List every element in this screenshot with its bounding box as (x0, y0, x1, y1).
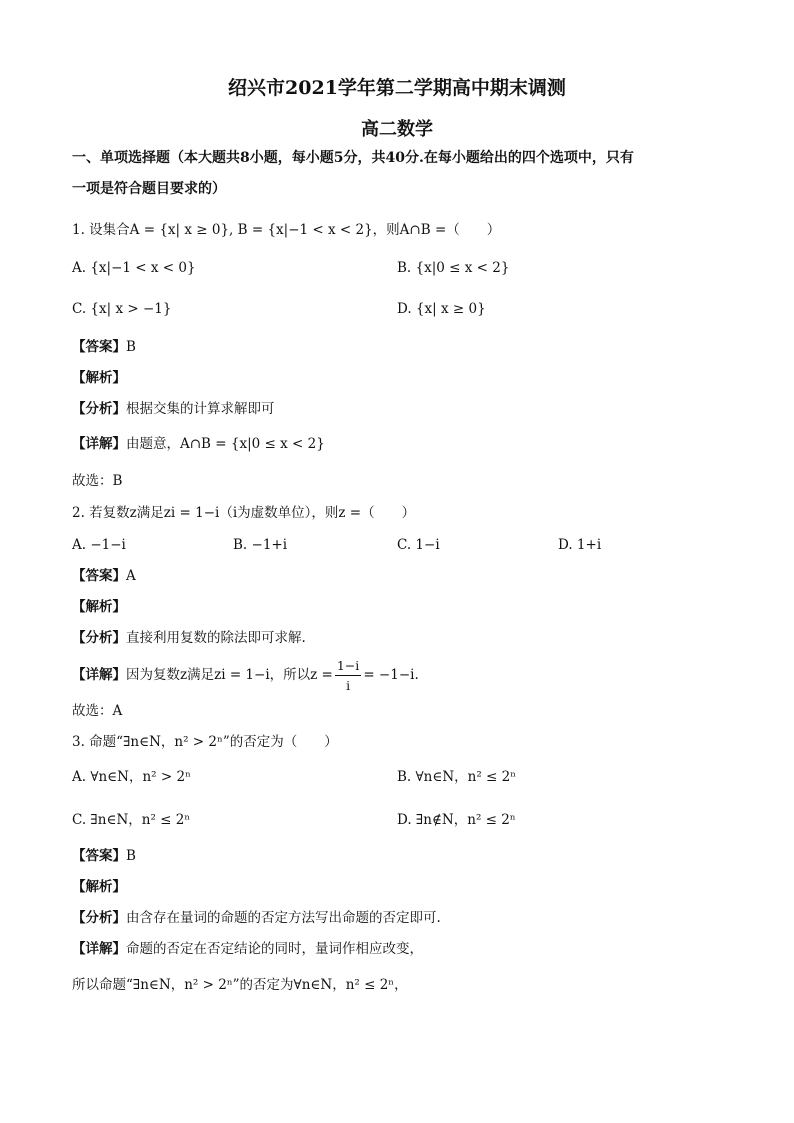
q1-answer-value: B (126, 339, 136, 355)
q1-option-c: C. {x| x > −1} (72, 301, 172, 317)
q2-option-a: A. −1−i (72, 537, 126, 553)
section-heading-line1: 一、单项选择题（本大题共8小题，每小题5分，共40分.在每小题给出的四个选项中，只有 (72, 150, 634, 166)
q2-fenxi-text: 直接利用复数的除法即可求解. (126, 630, 306, 646)
q2-answer-label: 【答案】 (72, 568, 126, 584)
q1-detail-label: 【详解】 (72, 436, 126, 452)
q3-fenxi (72, 912, 441, 926)
q3-detail-label: 【详解】 (72, 941, 126, 957)
q2-fraction (335, 658, 361, 693)
q2-choose: 故选：A (72, 703, 123, 719)
q2-jiexi: 【解析】 (72, 599, 126, 615)
q2-answer (72, 570, 136, 584)
q3-option-c: C. ∃n∈N，n² ≤ 2ⁿ (72, 812, 191, 828)
q3-jiexi: 【解析】 (72, 879, 126, 895)
q2-option-b: B. −1+i (233, 537, 288, 553)
q2-detail-post: = −1−i. (363, 667, 419, 683)
q1-detail (72, 438, 325, 452)
q1-fenxi-text: 根据交集的计算求解即可 (126, 401, 275, 417)
q1-choose: 故选：B (72, 473, 123, 489)
q1-fenxi-label: 【分析】 (72, 401, 126, 417)
q2-answer-value: A (126, 568, 136, 584)
q1-option-a: A. {x|−1 < x < 0} (72, 260, 196, 276)
q3-option-d: D. ∃n∉N，n² ≤ 2ⁿ (397, 812, 516, 828)
q3-option-b: B. ∀n∈N，n² ≤ 2ⁿ (397, 769, 517, 785)
q2-option-d: D. 1+i (558, 537, 602, 553)
q1-detail-text: 由题意，A∩B = {x|0 ≤ x < 2} (126, 436, 325, 452)
q2-detail-label: 【详解】 (72, 667, 126, 683)
q1-stem: 1. 设集合A = {x| x ≥ 0}, B = {x|−1 < x < 2}，则A∩B =（ ） (72, 222, 501, 238)
q3-answer-label: 【答案】 (72, 848, 126, 864)
q2-fenxi (72, 632, 306, 646)
q3-detail (72, 943, 423, 957)
document-subtitle: 高二数学 (361, 119, 433, 140)
q1-answer-label: 【答案】 (72, 339, 126, 355)
q3-stem: 3. 命题“∃n∈N，n² > 2ⁿ”的否定为（ ） (72, 734, 338, 750)
q1-jiexi: 【解析】 (72, 370, 126, 386)
q3-answer (72, 850, 136, 864)
q3-answer-value: B (126, 848, 136, 864)
q2-fenxi-label: 【分析】 (72, 630, 126, 646)
q2-fraction-denominator: i (346, 678, 351, 693)
document-title: 绍兴市2021学年第二学期高中期末调测 (228, 77, 566, 99)
q2-detail (72, 658, 419, 693)
section-heading-line2: 一项是符合题目要求的） (72, 181, 226, 197)
q3-fenxi-label: 【分析】 (72, 910, 126, 926)
q2-stem: 2. 若复数z满足zi = 1−i（i为虚数单位），则z =（ ） (72, 505, 416, 521)
q2-fraction-numerator: 1−i (335, 658, 361, 676)
q3-conclusion: 所以命题“∃n∈N，n² > 2ⁿ”的否定为∀n∈N，n² ≤ 2ⁿ， (72, 977, 408, 993)
q3-option-a: A. ∀n∈N，n² > 2ⁿ (72, 769, 191, 785)
q1-option-d: D. {x| x ≥ 0} (397, 301, 486, 317)
q1-answer (72, 341, 136, 355)
q3-detail-text: 命题的否定在否定结论的同时，量词作相应改变， (126, 941, 423, 957)
q3-fenxi-text: 由含存在量词的命题的否定方法写出命题的否定即可. (126, 910, 441, 926)
q1-fenxi (72, 403, 275, 417)
q1-option-b: B. {x|0 ≤ x < 2} (397, 260, 510, 276)
q2-option-c: C. 1−i (397, 537, 440, 553)
q2-detail-pre: 因为复数z满足zi = 1−i，所以z = (126, 667, 333, 683)
